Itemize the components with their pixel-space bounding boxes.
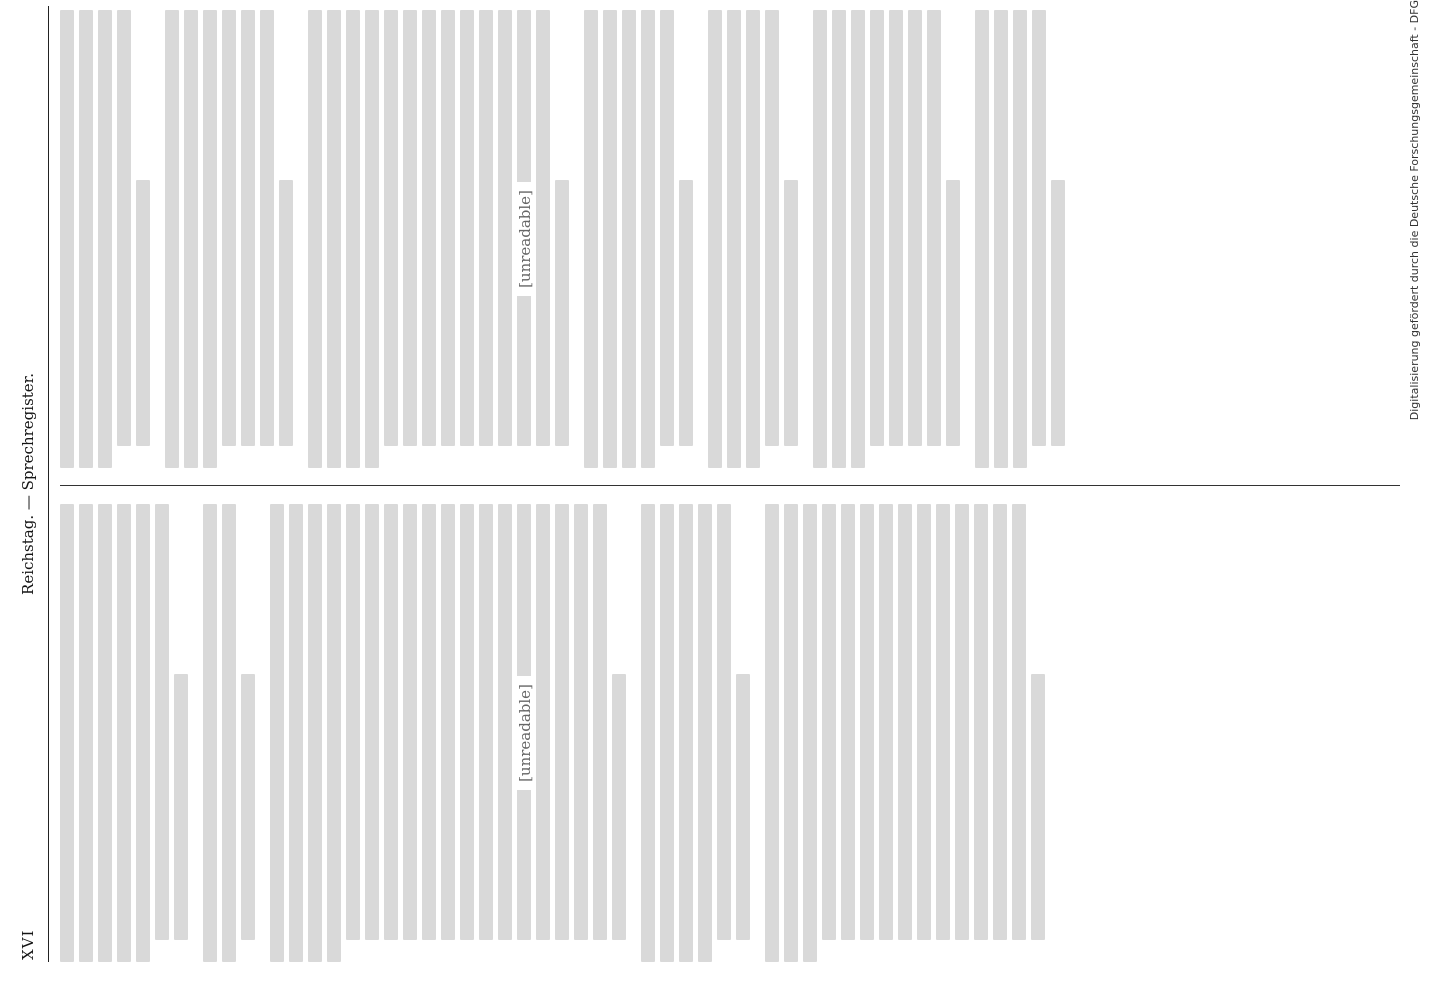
register-entries-left-text: [unreadable] xyxy=(514,676,536,790)
page-number: XVI xyxy=(19,929,37,960)
column-divider xyxy=(60,485,1400,486)
text-line-placeholders xyxy=(60,504,1045,962)
register-entries-right-text: [unreadable] xyxy=(514,182,536,296)
text-line-placeholders xyxy=(60,10,1065,468)
register-column-right xyxy=(60,10,1400,468)
register-entries-left xyxy=(516,504,534,962)
register-entries-right xyxy=(516,10,534,468)
digitization-credit: Digitalisierung gefördert durch die Deutsche Forschungsgemeinschaft - DFG xyxy=(1408,0,1421,421)
register-column-left xyxy=(60,504,1400,962)
running-head xyxy=(8,6,49,962)
running-title: Reichstag. — Sprechregister. xyxy=(19,373,37,595)
rotated-register-page xyxy=(8,6,1400,962)
